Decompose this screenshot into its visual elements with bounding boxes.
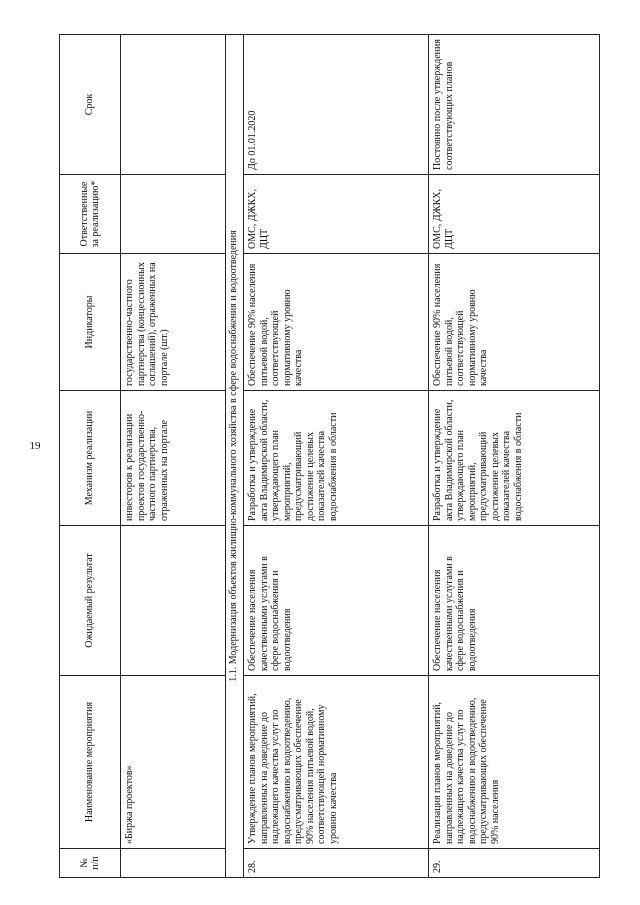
cell-term: До 01.01.2020 (244, 35, 429, 175)
cell-indicators: государственно-частного партнерства (концессионных соглашений), отраженных на портале (шт.) (121, 254, 226, 391)
header-num: № п/п (60, 849, 121, 878)
header-indicators: Индикаторы (60, 254, 121, 391)
cell-num (121, 849, 226, 878)
header-mechanism: Механизм реализации (60, 391, 121, 526)
header-result: Ожидаемый результат (60, 526, 121, 676)
measures-table (59, 34, 600, 878)
cell-indicators: Обеспечение 90% населения питьевой водой, соответствующей нормативному уровню качества (429, 254, 600, 391)
cell-name: «Биржа проектов» (121, 676, 226, 849)
cell-mechanism: Разработка и утверждение акта Владимирской области, утверждающего план мероприятий, предусматривающий достижение целевых показателей качества водоснабжения в области (244, 391, 429, 526)
section-title: 1.1. Модернизация объектов жилищно-коммунального хозяйства в сфере водоснабжения и водоотведения (226, 35, 244, 878)
cell-responsible (121, 175, 226, 254)
page-number: 19 (29, 440, 41, 452)
header-term: Срок (60, 35, 121, 175)
cell-responsible: ОМС, ДЖКХ, ДЦТ (429, 175, 600, 254)
table-row (121, 35, 226, 878)
cell-result: Обеспечение населения качественными услугами в сфере водоснабжения и водоотведения (429, 526, 600, 676)
cell-mechanism: инвесторов к реализации проектов государственно-частного партнерства, отраженных на портале (121, 391, 226, 526)
cell-num: 29. (429, 849, 600, 878)
table-row (429, 35, 600, 878)
header-row (60, 35, 121, 878)
rotated-table-wrapper (59, 35, 583, 878)
cell-term (121, 35, 226, 175)
cell-name: Реализация планов мероприятий, направленных на доведение до надлежащего качества услуг по водоснабжению и водоотведению, предусматривающих обеспечение 90% населения (429, 676, 600, 849)
cell-indicators: Обеспечение 90% населения питьевой водой, соответствующей нормативному уровню качества (244, 254, 429, 391)
table-row (244, 35, 429, 878)
section-row (226, 35, 244, 878)
cell-term: Постоянно после утверждения соответствующих планов (429, 35, 600, 175)
cell-mechanism: Разработка и утверждение акта Владимирской области, утверждающего план мероприятий, предусматривающий достижение целевых показателей качества водоснабжения в области (429, 391, 600, 526)
cell-result (121, 526, 226, 676)
header-responsible: Ответственные за реализацию* (60, 175, 121, 254)
cell-num: 28. (244, 849, 429, 878)
cell-responsible: ОМС, ДЖКХ, ДЦТ (244, 175, 429, 254)
cell-result: Обеспечение населения качественными услугами в сфере водоснабжения и водоотведения (244, 526, 429, 676)
header-name: Наименование мероприятия (60, 676, 121, 849)
cell-name: Утверждение планов мероприятий, направленных на доведение до надлежащего качества услуг по водоснабжению и водоотведению, предусматривающих обеспечение 90% населения питьевой водой, соответствующей нормативному уровню качества (244, 676, 429, 849)
